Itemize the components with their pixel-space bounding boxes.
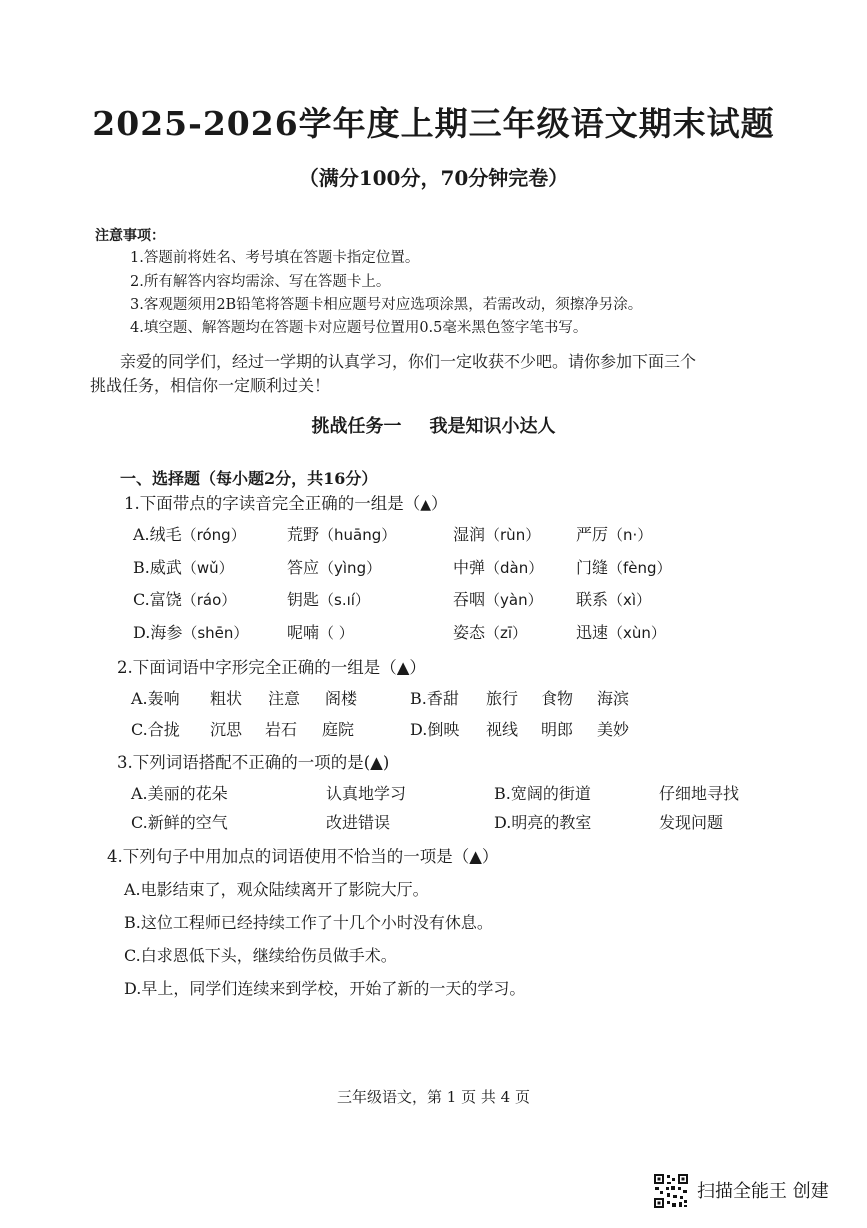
pinyin: （xì）	[608, 591, 652, 609]
word: 美妙	[597, 720, 630, 739]
question-1-stem: 1.下面带点的字读音完全正确的一组是（▲）	[124, 494, 448, 513]
option-a-word: A.绒毛	[133, 525, 182, 544]
pinyin: （wǔ）	[181, 559, 234, 577]
word: 视线	[486, 720, 519, 739]
option-c-word: C.富饶	[133, 590, 182, 609]
page-footer: 三年级语文，第 1 页 共 4 页	[337, 1088, 530, 1106]
word: 海滨	[597, 689, 630, 708]
pinyin: （yàn）	[485, 591, 543, 609]
pinyin: （shēn）	[182, 624, 249, 642]
option-d-word: D.海参	[133, 623, 183, 642]
word: D.倒映	[410, 720, 460, 739]
question-4-option: A.电影结束了，观众陆续离开了影院大厅。	[124, 880, 429, 899]
phrase: A.美丽的花朵	[131, 784, 228, 803]
word: 沉思	[210, 720, 243, 739]
pinyin: （fèng）	[608, 559, 672, 577]
section-heading: 一、选择题（每小题2分，共16分）	[120, 469, 378, 488]
pinyin: （róng）	[181, 526, 246, 544]
notice-item: 1.答题前将姓名、考号填在答题卡指定位置。	[130, 250, 420, 266]
word: 答应	[287, 558, 320, 577]
triangle-icon: ▲	[420, 497, 432, 513]
qr-code-icon	[653, 1173, 689, 1209]
phrase: 改进错误	[326, 813, 391, 832]
exam-subtitle: （满分100分，70分钟完卷）	[298, 166, 569, 190]
phrase: 发现问题	[659, 813, 724, 832]
word: 门缝	[576, 558, 609, 577]
word: 注意	[268, 689, 301, 708]
scanner-watermark: 扫描全能王 创建	[697, 1181, 829, 1202]
phrase: C.新鲜的空气	[131, 813, 228, 832]
question-4-option: D.早上，同学们连续来到学校，开始了新的一天的学习。	[124, 979, 526, 998]
pinyin: （huāng）	[319, 526, 397, 544]
option-b-word: B.威武	[133, 558, 182, 577]
phrase: B.宽阔的街道	[494, 784, 591, 803]
phrase: D.明亮的教室	[494, 813, 592, 832]
word: C.合拢	[131, 720, 180, 739]
word: B.香甜	[410, 689, 459, 708]
question-4-option: B.这位工程师已经持续工作了十几个小时没有休息。	[124, 913, 493, 932]
question-2-stem: 2.下面词语中字形完全正确的一组是（▲）	[117, 658, 426, 677]
task-name: 我是知识小达人	[429, 416, 556, 437]
pinyin: （n·）	[608, 526, 653, 544]
word: 联系	[576, 590, 609, 609]
pinyin: （zī）	[485, 624, 528, 642]
question-4-stem: 4.下列句子中用加点的词语使用不恰当的一项是（▲）	[107, 847, 499, 866]
pinyin: （yìng）	[319, 559, 382, 577]
pinyin: （rùn）	[485, 526, 541, 544]
word: 阁楼	[325, 689, 358, 708]
word: A.轰响	[131, 689, 180, 708]
pinyin: （xùn）	[608, 624, 666, 642]
pinyin: （s.ıí）	[319, 591, 370, 609]
word: 钥匙	[287, 590, 320, 609]
word: 岩石	[265, 720, 298, 739]
word: 荒野	[287, 525, 320, 544]
notice-item: 4.填空题、解答题均在答题卡对应题号位置用0.5毫米黑色签字笔书写。	[130, 320, 588, 336]
word: 呢喃	[287, 623, 320, 642]
pinyin: （ráo）	[181, 591, 237, 609]
question-4-option: C.白求恩低下头，继续给伤员做手术。	[124, 946, 397, 965]
notice-item: 3.客观题须用2B铅笔将答题卡相应题号对应选项涂黑，若需改动，须擦净另涂。	[130, 297, 643, 313]
notice-item: 2.所有解答内容均需涂、写在答题卡上。	[130, 274, 391, 290]
intro-line: 亲爱的同学们，经过一学期的认真学习，你们一定收获不少吧。请你参加下面三个	[120, 352, 697, 371]
word: 湿润	[453, 525, 486, 544]
word: 迅速	[576, 623, 609, 642]
task-label: 挑战任务一	[311, 416, 402, 437]
word: 粗状	[210, 689, 243, 708]
word: 食物	[541, 689, 574, 708]
phrase: 仔细地寻找	[659, 784, 740, 803]
word: 中弹	[453, 558, 486, 577]
word: 姿态	[453, 623, 486, 642]
notice-heading: 注意事项：	[95, 228, 165, 244]
word: 严厉	[576, 525, 609, 544]
pinyin: （dàn）	[485, 559, 544, 577]
word: 吞咽	[453, 590, 486, 609]
phrase: 认真地学习	[326, 784, 407, 803]
question-3-stem: 3.下列词语搭配不正确的一项的是(▲)	[117, 753, 390, 772]
exam-title: 2025-2026学年度上期三年级语文期末试题	[92, 104, 775, 143]
word: 庭院	[322, 720, 355, 739]
word: 旅行	[486, 689, 519, 708]
pinyin: （ ）	[319, 624, 354, 642]
task-heading	[0, 412, 867, 438]
intro-line: 挑战任务，相信你一定顺利过关！	[90, 376, 331, 395]
word: 明郎	[541, 720, 574, 739]
